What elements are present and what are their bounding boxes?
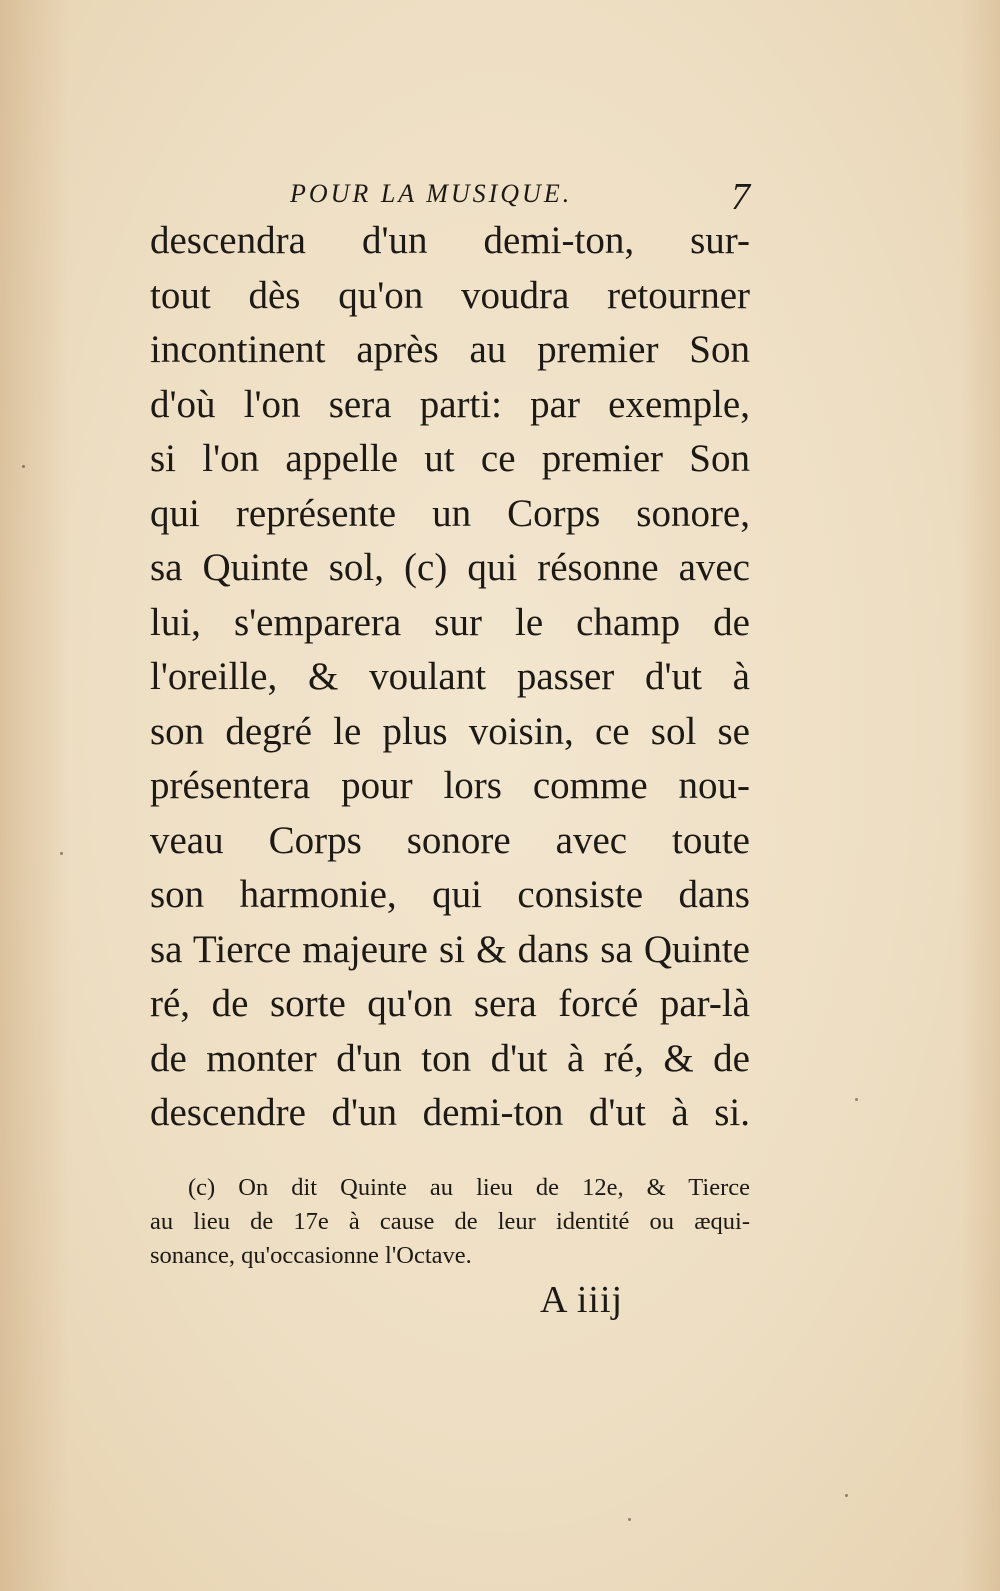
running-head: POUR LA MUSIQUE. [290, 179, 573, 208]
paper-speck [628, 1518, 631, 1521]
text-line: sa Tierce majeure si & dans sa Quinte [150, 927, 750, 971]
text-line: lui, s'emparera sur le champ de [150, 600, 750, 644]
page-number: 7 [731, 176, 750, 218]
text-line: l'oreille, & voulant passer d'ut à [150, 655, 750, 698]
footnote-line: (c) On dit Quinte au lieu de 12e, & Tierce [188, 1174, 750, 1201]
text-line: d'où l'on sera parti: par exemple, [150, 382, 750, 426]
footnote [150, 1171, 750, 1273]
text-line: descendra d'un demi-ton, sur- [150, 219, 750, 262]
text-line: son harmonie, qui consiste dans [150, 873, 750, 916]
footnote-line: au lieu de 17e à cause de leur identité ou æqui- [150, 1208, 750, 1235]
text-line: descendre d'un demi-ton d'ut à si. [150, 1091, 750, 1134]
text-line: présentera pour lors comme nou- [150, 764, 750, 807]
paper-speck [60, 852, 63, 855]
text-line: son degré le plus voisin, ce sol se [150, 709, 750, 753]
text-line: ré, de sorte qu'on sera forcé par-là [150, 982, 750, 1025]
paper-speck [855, 1098, 858, 1101]
text-line: de monter d'un ton d'ut à ré, & de [150, 1036, 750, 1080]
footnote-line: sonance, qu'occasionne l'Octave. [150, 1242, 472, 1269]
text-line: tout dès qu'on voudra retourner [150, 273, 750, 317]
signature-mark: A iiij [540, 1279, 624, 1321]
page-edge-shadow-left [0, 0, 70, 1591]
paper-speck [845, 1494, 848, 1497]
body-text [150, 214, 750, 1141]
text-line: sa Quinte sol, (c) qui résonne avec [150, 546, 750, 589]
text-line: veau Corps sonore avec toute [150, 818, 750, 862]
page-edge-shadow-right [960, 0, 1000, 1591]
text-line: incontinent après au premier Son [150, 328, 750, 371]
text-line: qui représente un Corps sonore, [150, 491, 750, 535]
text-line: si l'on appelle ut ce premier Son [150, 437, 750, 480]
paper-speck [22, 465, 25, 468]
